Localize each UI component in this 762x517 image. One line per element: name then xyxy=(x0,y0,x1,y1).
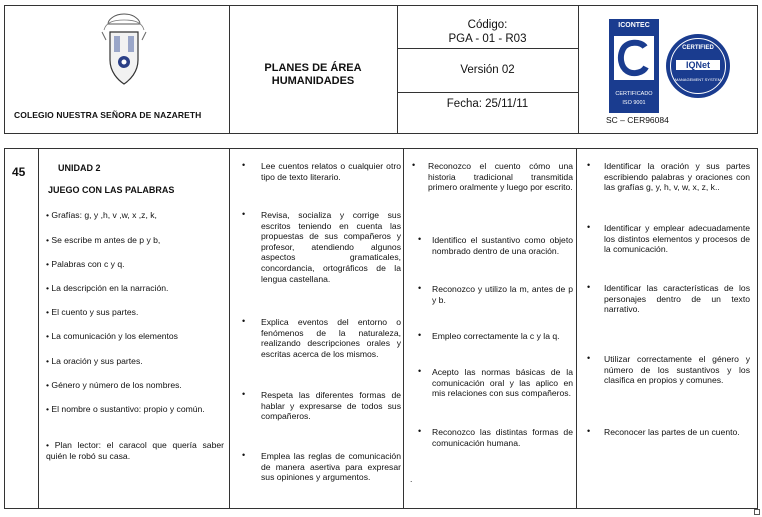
topic-item: • Palabras con c y q. xyxy=(46,259,125,269)
title-line-2: HUMANIDADES xyxy=(271,75,355,87)
unit-topic: JUEGO CON LAS PALABRAS xyxy=(48,185,175,195)
document-title xyxy=(229,62,397,88)
icontec-seal xyxy=(609,19,659,113)
indicator-item: Reconocer las partes de un cuento. xyxy=(604,427,740,437)
achievement-item: Emplea las reglas de comunicación de manera asertiva para expresar sus opiniones y argumentos. xyxy=(261,451,401,483)
iqnet-seal xyxy=(666,34,730,98)
unit-title: UNIDAD 2 xyxy=(58,163,101,173)
achievement-item: Lee cuentos relatos o cualquier otro tipo de texto literario. xyxy=(261,161,401,182)
topic-item: • Se escribe m antes de p y b, xyxy=(46,235,161,245)
indicator-item: Identificar las características de los personajes dentro de un texto narrativo. xyxy=(604,283,750,315)
standard-item: Empleo correctamente la c y la q. xyxy=(432,331,560,341)
topic-item: • El nombre o sustantivo: propio y común. xyxy=(46,404,205,414)
icontec-certificado: CERTIFICADO xyxy=(615,91,653,97)
achievement-item: Respeta las diferentes formas de hablar y expresarse de todos sus compañeros. xyxy=(261,390,401,422)
icontec-iso: ISO 9001 xyxy=(622,100,646,106)
title-line-1: PLANES DE ÁREA xyxy=(264,62,362,74)
code-label: Código: xyxy=(467,19,508,31)
icontec-mark-icon xyxy=(613,35,655,81)
standard-item: Reconozco y utilizo la m, antes de p y b. xyxy=(432,284,573,305)
topic-item: • El cuento y sus partes. xyxy=(46,307,139,317)
topic-item: • Género y número de los nombres. xyxy=(46,380,182,390)
table-resize-handle[interactable] xyxy=(754,509,760,515)
trailing-dot: . xyxy=(410,474,413,484)
iqnet-certified: CERTIFIED xyxy=(682,45,714,51)
topic-item: • La oración y sus partes. xyxy=(46,356,143,366)
indicator-item: Identificar y emplear adecuadamente los distintos elementos y procesos de la comunicación. xyxy=(604,223,750,255)
standard-item: Reconozco las distintas formas de comunicación humana. xyxy=(432,427,573,448)
standard-item: Acepto las normas básicas de la comunicación oral y las aplico en mis relaciones con sus compañeros. xyxy=(432,367,573,399)
topic-item: • La comunicación y los elementos xyxy=(46,331,178,341)
topic-item: • Grafías: g, y ,h, v ,w, x ,z, k, xyxy=(46,210,157,220)
date-label: Fecha: 25/11/11 xyxy=(446,98,529,110)
row-number: 45 xyxy=(12,165,26,179)
icontec-label: ICONTEC xyxy=(618,22,650,29)
standard-item: Identifico el sustantivo como objeto nombrado dentro de una oración. xyxy=(432,235,573,256)
topic-item: • Plan lector: el caracol que quería saber quién le robó su casa. xyxy=(46,440,224,461)
achievement-item: Revisa, socializa y corrige sus escritos teniendo en cuenta las propuestas de sus compañeros y profesor, atendiendo algunos aspectos gramaticales, concordancia, ortográficos de la lengua castellana. xyxy=(261,210,401,284)
code-value: PGA - 01 - R03 xyxy=(448,33,527,45)
iqnet-ms: MANAGEMENT SYSTEM xyxy=(674,77,722,82)
cert-code: SC – CER96084 xyxy=(606,115,669,125)
achievement-item: Explica eventos del entorno o fenómenos de la naturaleza, realizando descripciones orales y escritas acerca de los mismos. xyxy=(261,317,401,359)
standard-item: Reconozco el cuento cómo una historia tradicional transmitida primero oralmente y luego por escrito. xyxy=(428,161,573,193)
indicator-item: Identificar la oración y sus partes escribiendo palabras y oraciones con las grafías g, y, h, v, w, x, z, k.. xyxy=(604,161,750,193)
topic-item: • La descripción en la narración. xyxy=(46,283,169,293)
version-label: Versión 02 xyxy=(460,64,515,76)
school-name: COLEGIO NUESTRA SEÑORA DE NAZARETH xyxy=(14,110,202,120)
indicator-item: Utilizar correctamente el género y número de los sustantivos y los clasifica en propios y comunes. xyxy=(604,354,750,386)
iqnet-label: IQNet xyxy=(676,60,720,70)
school-logo xyxy=(94,10,154,90)
